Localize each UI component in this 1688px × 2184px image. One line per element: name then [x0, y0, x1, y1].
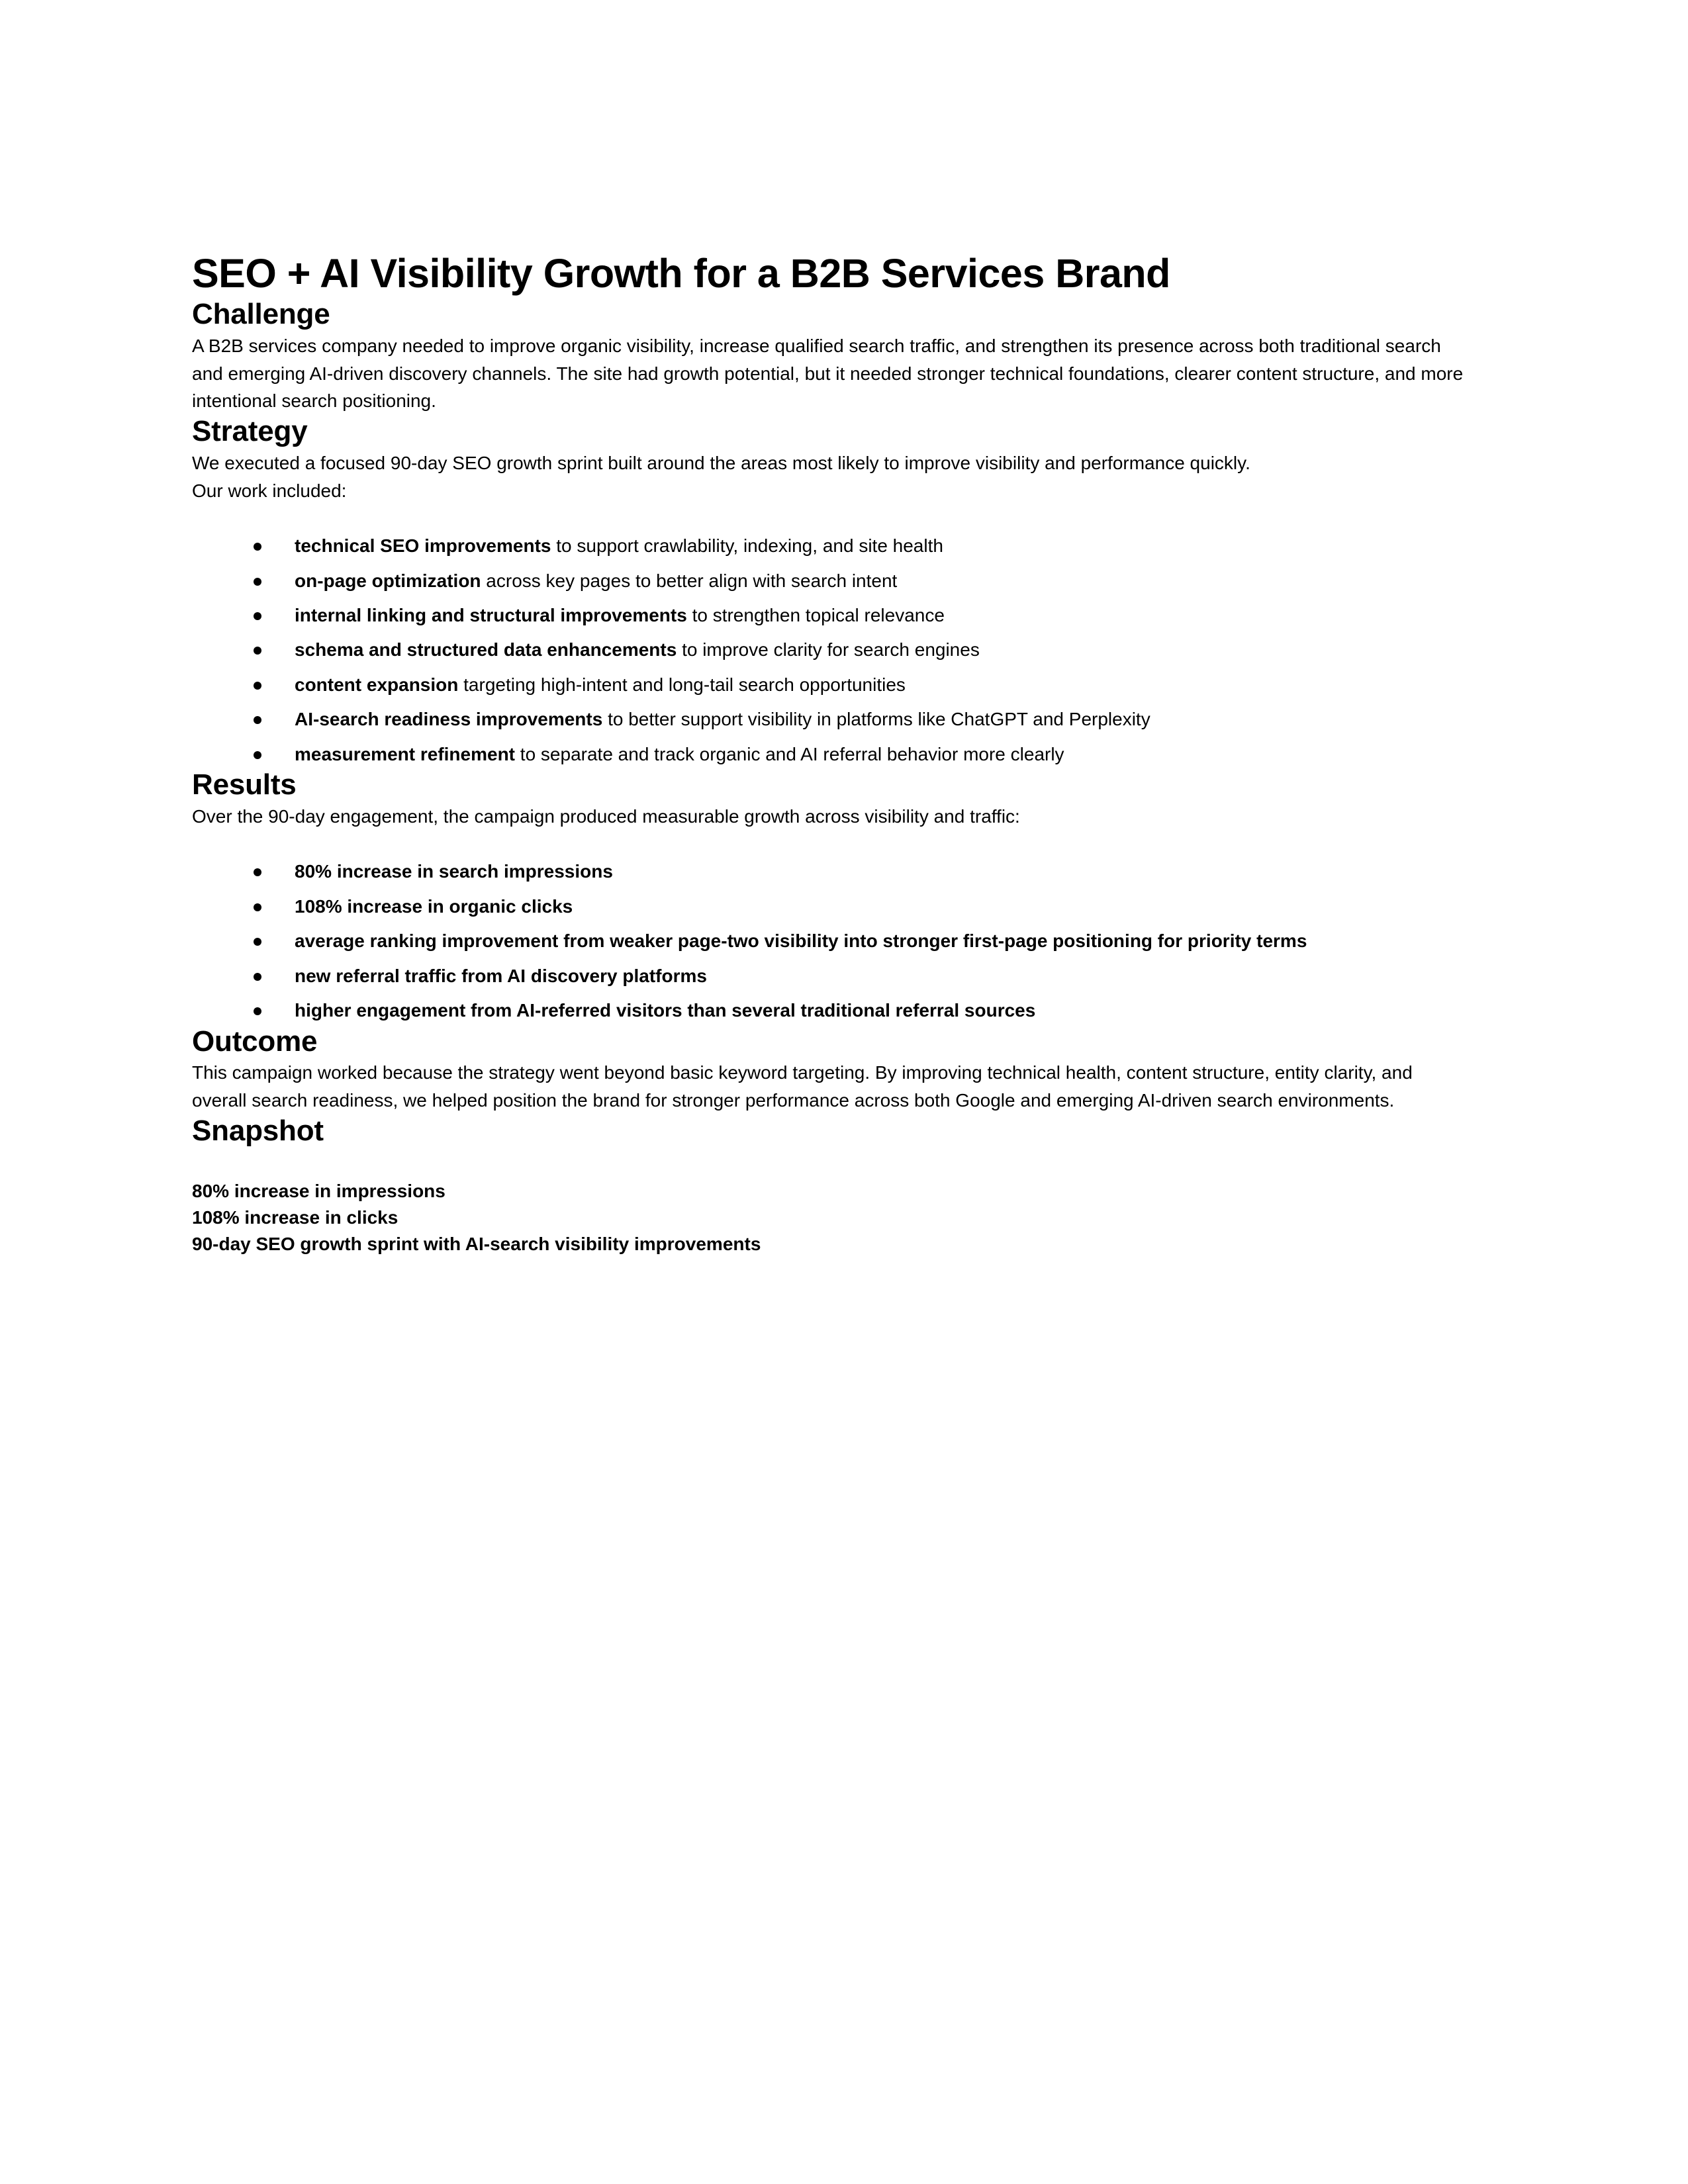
section-heading-outcome: Outcome	[192, 1024, 318, 1058]
list-item-rest: to separate and track organic and AI referral behavior more clearly	[515, 743, 1064, 764]
list-item-rest: to support crawlability, indexing, and site health	[551, 535, 943, 557]
strategy-bullet-list	[192, 532, 1468, 768]
list-item	[192, 567, 1468, 594]
list-item	[192, 671, 1468, 698]
list-item-lead: technical SEO improvements	[295, 535, 551, 557]
strategy-lead-in: Our work included:	[192, 480, 347, 501]
list-item-lead: on-page optimization	[295, 570, 481, 591]
results-bullet-list	[192, 858, 1468, 1024]
list-item	[192, 741, 1468, 768]
list-item-lead: content expansion	[295, 674, 459, 695]
list-item: 80% increase in search impressions	[192, 858, 1468, 885]
list-item: average ranking improvement from weaker page-two visibility into stronger first-page positioning for priority terms	[192, 927, 1468, 954]
section-heading-strategy: Strategy	[192, 415, 308, 448]
outcome-paragraph: This campaign worked because the strategy went beyond basic keyword targeting. By improving technical health, content structure, entity clarity, and overall search readiness, we helped position the brand for stronger performance across both Google and emerging AI-driven search environments.	[192, 1062, 1413, 1111]
snapshot-metrics	[192, 1178, 1468, 1257]
challenge-paragraph: A B2B services company needed to improve organic visibility, increase qualified search traffic, and strengthen its presence across both traditional search and emerging AI-driven discovery channels. The site had growth potential, but it needed stronger technical foundations, clearer content structure, and more intentional search positioning.	[192, 336, 1464, 412]
snapshot-line: 80% increase in impressions	[192, 1181, 445, 1202]
list-item-rest: targeting high-intent and long-tail search opportunities	[458, 674, 906, 695]
list-item-rest: across key pages to better align with search intent	[481, 570, 898, 591]
snapshot-line: 108% increase in clicks	[192, 1206, 399, 1228]
list-item	[192, 705, 1468, 733]
list-item	[192, 532, 1468, 559]
section-heading-snapshot: Snapshot	[192, 1115, 324, 1148]
page-title: SEO + AI Visibility Growth for a B2B Services Brand	[192, 251, 1170, 296]
results-intro-paragraph: Over the 90-day engagement, the campaign produced measurable growth across visibility and traffic:	[192, 806, 1020, 827]
list-item-lead: internal linking and structural improvements	[295, 605, 687, 626]
section-heading-results: Results	[192, 768, 297, 801]
list-item-lead: AI-search readiness improvements	[295, 709, 603, 730]
list-item: 108% increase in organic clicks	[192, 893, 1468, 920]
list-item-lead: schema and structured data enhancements	[295, 639, 677, 660]
document-content	[192, 238, 1468, 1257]
list-item	[192, 602, 1468, 629]
list-item	[192, 636, 1468, 663]
list-item-rest: to strengthen topical relevance	[686, 605, 945, 626]
section-heading-challenge: Challenge	[192, 298, 330, 331]
list-item: new referral traffic from AI discovery platforms	[192, 962, 1468, 989]
list-item-lead: measurement refinement	[295, 743, 516, 764]
list-item-rest: to better support visibility in platforms like ChatGPT and Perplexity	[602, 709, 1150, 730]
list-item-rest: to improve clarity for search engines	[677, 639, 980, 660]
list-item: higher engagement from AI-referred visitors than several traditional referral sources	[192, 997, 1468, 1024]
strategy-intro-paragraph: We executed a focused 90-day SEO growth sprint built around the areas most likely to improve visibility and performance quickly.	[192, 453, 1250, 474]
snapshot-line: 90-day SEO growth sprint with AI-search visibility improvements	[192, 1233, 761, 1254]
